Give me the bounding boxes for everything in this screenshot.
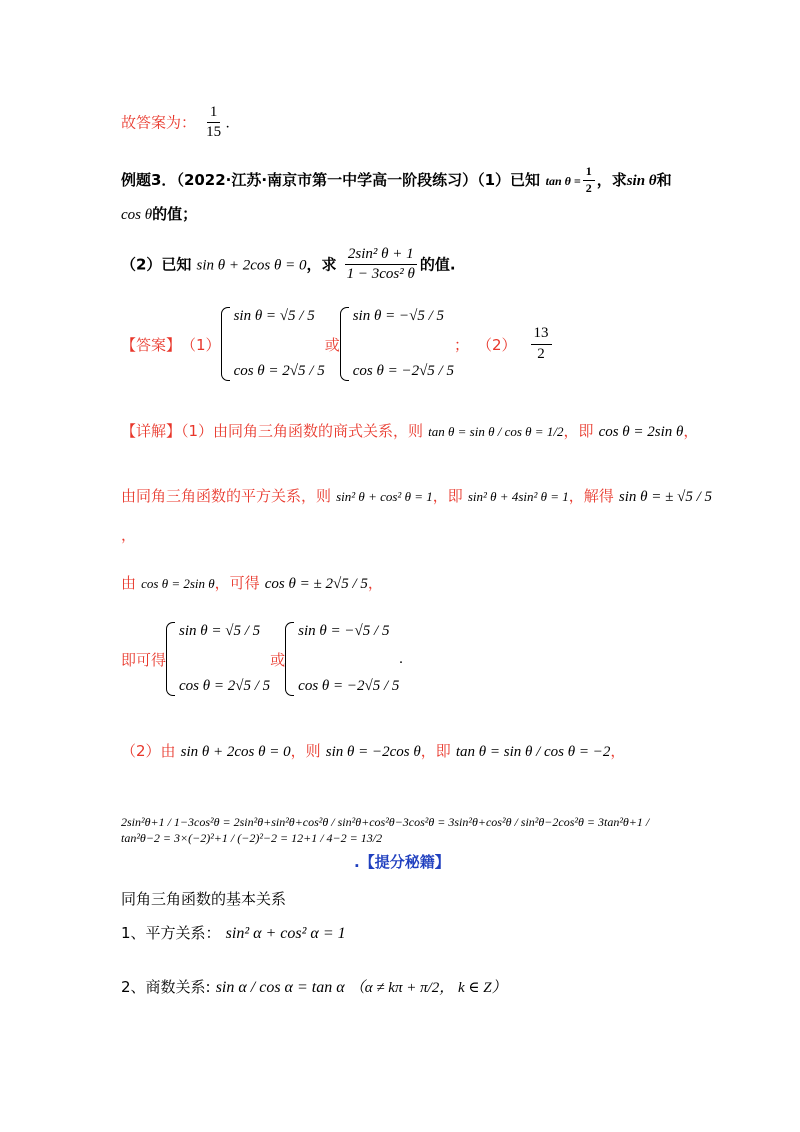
detail-system-2 [285, 622, 399, 696]
answer-part1: （1） [181, 335, 221, 354]
detail-or: 或 [270, 650, 286, 669]
or-text: 或 [324, 335, 340, 354]
example-source: （2022·江苏·南京市第一中学高一阶段练习） [176, 170, 478, 189]
answer-block [121, 307, 554, 381]
detail-text2: 由同角三角函数的平方关系，则 [121, 487, 332, 505]
fraction-denominator: 15 [206, 124, 222, 141]
detail-eq3: cos θ = 2sin θ [141, 576, 215, 591]
part2-end: 的值. [419, 255, 456, 274]
detail-line3 [121, 572, 383, 593]
detail-text4: 即可得 [121, 650, 167, 669]
detail-eq5b: sin θ = −2cos θ [325, 744, 421, 760]
dsys2-line2: cos θ = −2√5 / 5 [298, 678, 400, 694]
example-label: 例题3． [121, 170, 177, 189]
detail-eq2b: sin² θ + 4sin² θ = 1 [467, 489, 569, 504]
detail-text3: 由 [121, 574, 137, 592]
val-den: 2 [537, 345, 545, 362]
answer-fraction [203, 104, 224, 142]
part2-condition: sin θ + 2cos θ = 0 [196, 257, 307, 274]
detail-comma: ， [683, 422, 699, 440]
item2-cond: （α ≠ kπ + π/2， k ∈ Z） [349, 980, 507, 996]
item2-eq: sin α / cos α = tan α [215, 979, 345, 996]
detail-comma-3: ， [367, 574, 383, 592]
semicolon: ； [453, 335, 469, 354]
detail-eq5: sin θ + 2cos θ = 0 [180, 744, 291, 760]
part2-text: （2）已知 [121, 255, 192, 274]
fraction-numerator: 1 [207, 104, 221, 123]
detail-line1 [121, 420, 698, 441]
part1-ask: ，求 [596, 170, 627, 189]
detail-text5: （2）由 [121, 742, 176, 760]
tips-item1 [121, 922, 346, 943]
detail-text5c: ，即 [420, 742, 451, 760]
tips-intro: 同角三角函数的基本关系 [121, 890, 287, 908]
detail-eq5c: tan θ = sin θ / cos θ = −2 [455, 744, 611, 760]
item2-label: 2、商数关系: [121, 978, 211, 996]
answer-label: 【答案】 [121, 335, 182, 354]
answer-line [121, 104, 230, 142]
tan-num: 1 [583, 165, 595, 181]
detail-line2 [121, 485, 712, 506]
item1-eq: sin² α + cos² α = 1 [225, 925, 346, 942]
detail-text2b: ，即 [432, 487, 463, 505]
tan-den: 2 [585, 180, 592, 195]
dsys1-line1: sin θ = √5 / 5 [179, 623, 261, 639]
detail-line5 [121, 740, 625, 761]
detail-label: 【详解】 [121, 422, 182, 440]
part1-end: 的值； [152, 205, 198, 223]
example-part2 [121, 246, 456, 284]
detail-line2-end: ， [121, 526, 137, 544]
detail-eq2c: sin θ = ± √5 / 5 [618, 489, 713, 505]
detail-period: . [399, 650, 404, 667]
sin-theta: sin θ [626, 172, 657, 189]
expr-num: 2sin² θ + 1 [345, 246, 417, 265]
sys1-line2: cos θ = 2√5 / 5 [233, 363, 325, 379]
sys2-line1: sin θ = −√5 / 5 [352, 308, 444, 324]
answer-part2: （2） [477, 335, 517, 354]
detail-eq3b: cos θ = ± 2√5 / 5 [264, 576, 368, 592]
detail-comma-5: ， [610, 742, 626, 760]
detail-text2c: ，解得 [568, 487, 614, 505]
val-num: 13 [531, 325, 552, 344]
answer-value [531, 325, 552, 363]
example-line2 [121, 203, 197, 224]
answer-period: . [226, 115, 230, 132]
detail-text5b: ，则 [290, 742, 321, 760]
answer-prefix: 故答案为： [121, 113, 197, 132]
sys1-line1: sin θ = √5 / 5 [233, 308, 315, 324]
sys2-line2: cos θ = −2√5 / 5 [352, 363, 454, 379]
dsys1-line2: cos θ = 2√5 / 5 [179, 678, 271, 694]
answer-system-2 [340, 307, 454, 381]
detail-text1: （1）由同角三角函数的商式关系，则 [181, 422, 424, 440]
detail-eq2: sin² θ + cos² θ = 1 [336, 489, 433, 504]
detail-eq1: tan θ = sin θ / cos θ = 1/2 [428, 424, 564, 439]
detail-line4 [121, 622, 403, 696]
item1-label: 1、平方关系： [121, 924, 221, 942]
detail-eq1b: cos θ = 2sin θ [598, 424, 684, 440]
part1-and: 和 [656, 170, 672, 189]
tips-item2 [121, 976, 507, 997]
dsys2-line1: sin θ = −√5 / 5 [298, 623, 390, 639]
tan-fraction [583, 165, 595, 196]
answer-system-1 [221, 307, 325, 381]
equation-chain: 2sin²θ+1 / 1−3cos²θ = 2sin²θ+sin²θ+cos²θ / sin²θ+cos²θ−3cos²θ = 3sin²θ+cos²θ / sin²θ−2cos²θ = 3tan²θ+1 / tan²θ−2 = 3×(−2)²+1 / (−2)²−2 = 12+1 / 4−2 = 13/2 [121, 815, 650, 845]
example-heading [121, 165, 672, 196]
part2-ask: ，求 [306, 255, 337, 274]
tips-title: .【提分秘籍】 [354, 853, 450, 871]
detail-text3b: ，可得 [214, 574, 260, 592]
expr-den: 1 − 3cos² θ [346, 266, 415, 283]
part1-text: （1）已知 [477, 170, 541, 189]
cos-theta: cos θ [121, 207, 153, 223]
tan-lhs: tan θ = [545, 173, 581, 188]
detail-system-1 [166, 622, 270, 696]
detail-text1b: ，即 [563, 422, 594, 440]
part2-expression [344, 246, 418, 284]
